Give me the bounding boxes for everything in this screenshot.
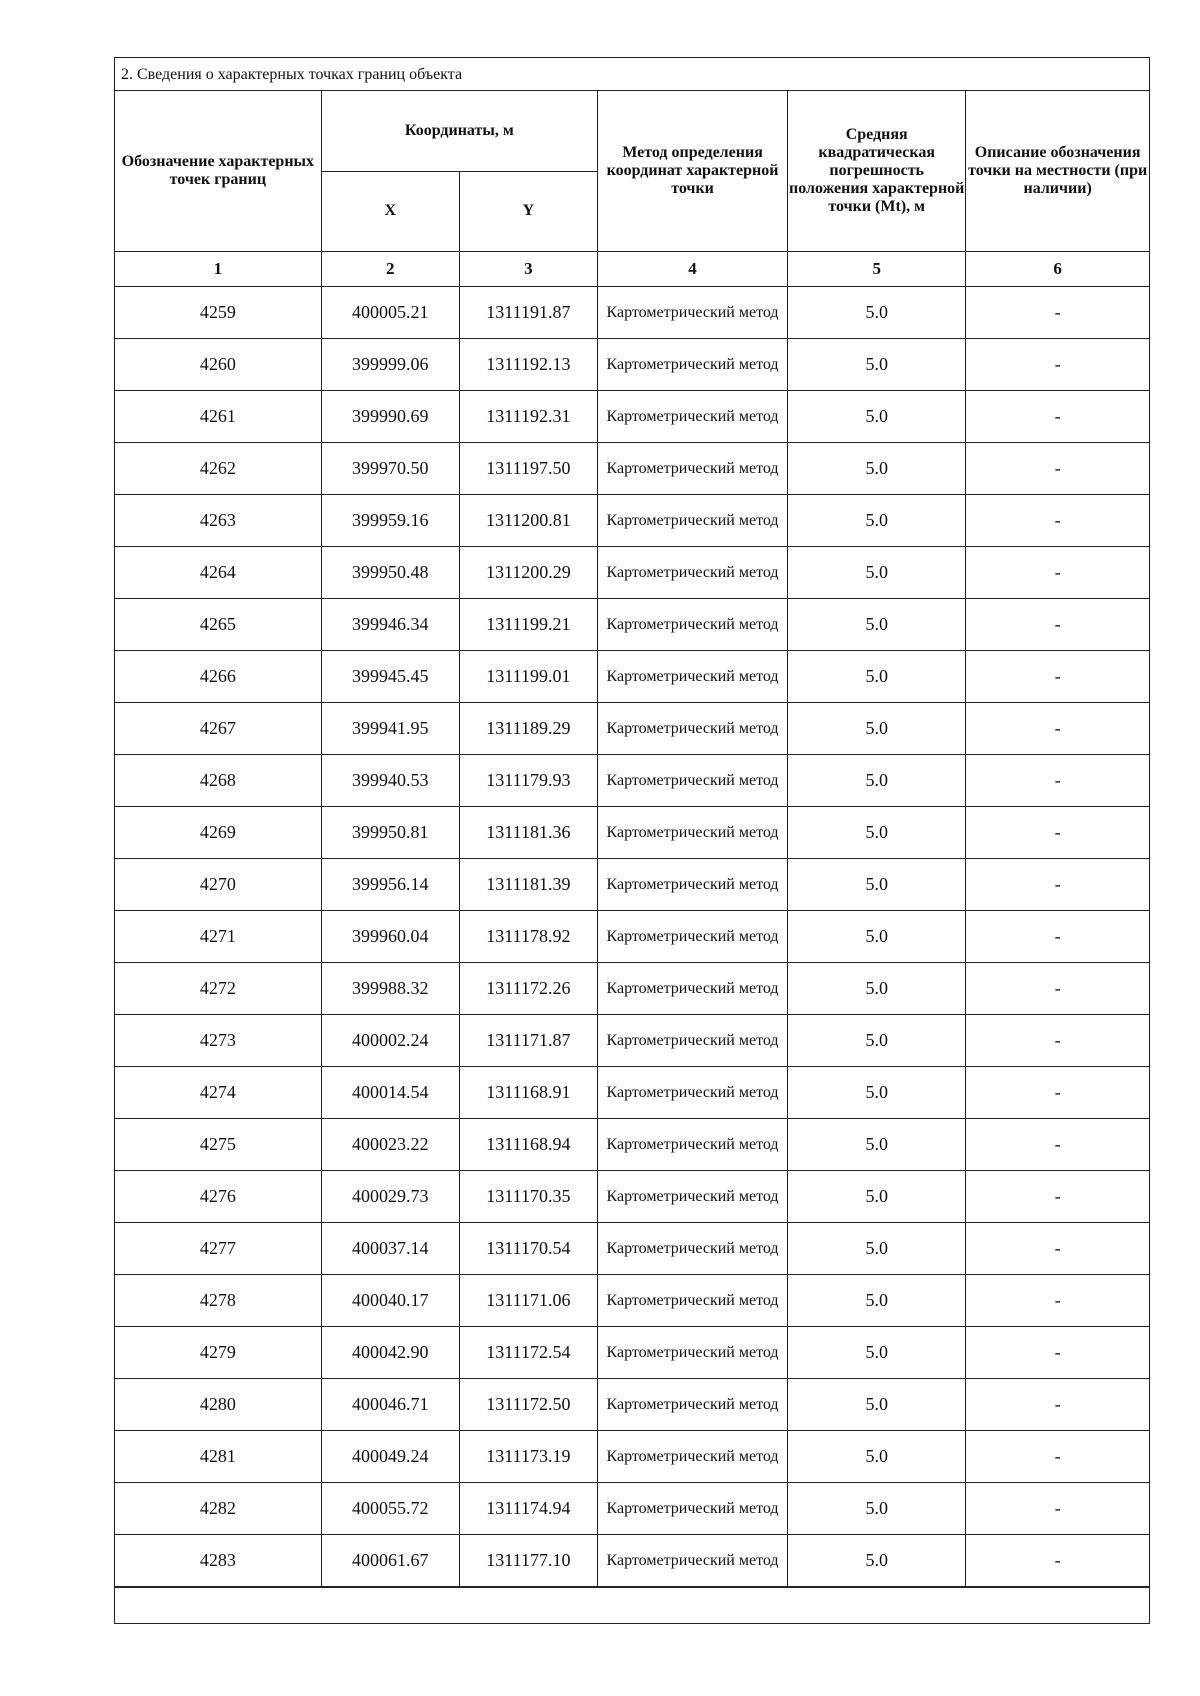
- cell-x-coordinate: 400046.71: [321, 1378, 459, 1430]
- cell-method: Картометрический метод: [597, 1222, 787, 1274]
- table-row: [115, 494, 1149, 546]
- cell-method: Картометрический метод: [597, 1170, 787, 1222]
- cell-y-coordinate: 1311192.31: [459, 390, 597, 442]
- header-coordinates: Координаты, м: [321, 91, 597, 171]
- table-row: [115, 1118, 1149, 1170]
- cell-description: -: [966, 1274, 1149, 1326]
- cell-y-coordinate: 1311179.93: [459, 754, 597, 806]
- cell-method: Картометрический метод: [597, 650, 787, 702]
- cell-y-coordinate: 1311177.10: [459, 1534, 597, 1586]
- cell-y-coordinate: 1311200.29: [459, 546, 597, 598]
- cell-description: -: [966, 494, 1149, 546]
- cell-y-coordinate: 1311170.54: [459, 1222, 597, 1274]
- section-title: 2. Сведения о характерных точках границ объекта: [115, 58, 1149, 91]
- table-row: [115, 338, 1149, 390]
- cell-point-id: 4269: [115, 806, 321, 858]
- cell-mean-square-error: 5.0: [788, 650, 966, 702]
- table-header: [115, 91, 1149, 286]
- cell-mean-square-error: 5.0: [788, 1534, 966, 1586]
- cell-mean-square-error: 5.0: [788, 806, 966, 858]
- cell-x-coordinate: 399941.95: [321, 702, 459, 754]
- table-row: [115, 390, 1149, 442]
- cell-method: Картометрический метод: [597, 962, 787, 1014]
- cell-mean-square-error: 5.0: [788, 390, 966, 442]
- cell-y-coordinate: 1311200.81: [459, 494, 597, 546]
- cell-x-coordinate: 400029.73: [321, 1170, 459, 1222]
- cell-description: -: [966, 1326, 1149, 1378]
- cell-mean-square-error: 5.0: [788, 598, 966, 650]
- cell-mean-square-error: 5.0: [788, 338, 966, 390]
- cell-point-id: 4274: [115, 1066, 321, 1118]
- cell-x-coordinate: 399956.14: [321, 858, 459, 910]
- cell-description: -: [966, 1170, 1149, 1222]
- cell-x-coordinate: 399940.53: [321, 754, 459, 806]
- cell-description: -: [966, 390, 1149, 442]
- cell-description: -: [966, 1534, 1149, 1586]
- cell-mean-square-error: 5.0: [788, 546, 966, 598]
- cell-y-coordinate: 1311172.54: [459, 1326, 597, 1378]
- cell-mean-square-error: 5.0: [788, 1066, 966, 1118]
- cell-method: Картометрический метод: [597, 1118, 787, 1170]
- cell-description: -: [966, 1014, 1149, 1066]
- cell-point-id: 4264: [115, 546, 321, 598]
- cell-point-id: 4280: [115, 1378, 321, 1430]
- boundary-points-table: [115, 91, 1149, 1587]
- cell-x-coordinate: 399946.34: [321, 598, 459, 650]
- cell-x-coordinate: 399990.69: [321, 390, 459, 442]
- table-row: [115, 1014, 1149, 1066]
- column-number: 3: [459, 251, 597, 286]
- table-row: [115, 1482, 1149, 1534]
- cell-point-id: 4268: [115, 754, 321, 806]
- cell-x-coordinate: 399988.32: [321, 962, 459, 1014]
- column-number: 4: [597, 251, 787, 286]
- cell-method: Картометрический метод: [597, 754, 787, 806]
- cell-mean-square-error: 5.0: [788, 754, 966, 806]
- cell-mean-square-error: 5.0: [788, 1482, 966, 1534]
- cell-y-coordinate: 1311168.91: [459, 1066, 597, 1118]
- cell-method: Картометрический метод: [597, 442, 787, 494]
- cell-y-coordinate: 1311174.94: [459, 1482, 597, 1534]
- cell-description: -: [966, 754, 1149, 806]
- cell-point-id: 4270: [115, 858, 321, 910]
- cell-x-coordinate: 400002.24: [321, 1014, 459, 1066]
- column-number: 5: [788, 251, 966, 286]
- cell-y-coordinate: 1311172.50: [459, 1378, 597, 1430]
- cell-method: Картометрический метод: [597, 390, 787, 442]
- cell-method: Картометрический метод: [597, 858, 787, 910]
- cell-point-id: 4277: [115, 1222, 321, 1274]
- cell-description: -: [966, 702, 1149, 754]
- cell-point-id: 4267: [115, 702, 321, 754]
- cell-mean-square-error: 5.0: [788, 1014, 966, 1066]
- cell-mean-square-error: 5.0: [788, 858, 966, 910]
- cell-point-id: 4279: [115, 1326, 321, 1378]
- cell-description: -: [966, 1222, 1149, 1274]
- cell-x-coordinate: 400061.67: [321, 1534, 459, 1586]
- cell-point-id: 4276: [115, 1170, 321, 1222]
- cell-method: Картометрический метод: [597, 1326, 787, 1378]
- cell-description: -: [966, 286, 1149, 338]
- cell-mean-square-error: 5.0: [788, 1274, 966, 1326]
- column-number: 6: [966, 251, 1149, 286]
- cell-description: -: [966, 546, 1149, 598]
- header-method: Метод определения координат характерной точки: [597, 91, 787, 251]
- cell-description: -: [966, 598, 1149, 650]
- cell-mean-square-error: 5.0: [788, 1222, 966, 1274]
- cell-method: Картометрический метод: [597, 806, 787, 858]
- cell-method: Картометрический метод: [597, 1014, 787, 1066]
- header-point-description: Описание обозначения точки на местности (при наличии): [966, 91, 1149, 251]
- cell-method: Картометрический метод: [597, 910, 787, 962]
- table-row: [115, 806, 1149, 858]
- table-body: [115, 286, 1149, 1586]
- cell-x-coordinate: 400042.90: [321, 1326, 459, 1378]
- cell-x-coordinate: 399945.45: [321, 650, 459, 702]
- cell-y-coordinate: 1311197.50: [459, 442, 597, 494]
- cell-point-id: 4281: [115, 1430, 321, 1482]
- cell-mean-square-error: 5.0: [788, 494, 966, 546]
- boundary-points-sheet: [114, 57, 1150, 1624]
- cell-y-coordinate: 1311171.06: [459, 1274, 597, 1326]
- cell-mean-square-error: 5.0: [788, 962, 966, 1014]
- table-footer-blank: [115, 1587, 1149, 1623]
- cell-point-id: 4261: [115, 390, 321, 442]
- cell-y-coordinate: 1311171.87: [459, 1014, 597, 1066]
- cell-y-coordinate: 1311168.94: [459, 1118, 597, 1170]
- cell-method: Картометрический метод: [597, 1274, 787, 1326]
- column-number: 2: [321, 251, 459, 286]
- cell-point-id: 4275: [115, 1118, 321, 1170]
- table-row: [115, 1066, 1149, 1118]
- header-mean-square-error: Средняя квадратическая погрешность положения характерной точки (Mt), м: [788, 91, 966, 251]
- cell-method: Картометрический метод: [597, 494, 787, 546]
- table-row: [115, 1274, 1149, 1326]
- table-row: [115, 442, 1149, 494]
- cell-mean-square-error: 5.0: [788, 1170, 966, 1222]
- cell-method: Картометрический метод: [597, 702, 787, 754]
- cell-description: -: [966, 910, 1149, 962]
- header-y: Y: [459, 171, 597, 251]
- cell-mean-square-error: 5.0: [788, 1378, 966, 1430]
- cell-point-id: 4271: [115, 910, 321, 962]
- cell-point-id: 4282: [115, 1482, 321, 1534]
- cell-y-coordinate: 1311170.35: [459, 1170, 597, 1222]
- cell-description: -: [966, 1378, 1149, 1430]
- cell-x-coordinate: 400040.17: [321, 1274, 459, 1326]
- cell-mean-square-error: 5.0: [788, 702, 966, 754]
- cell-description: -: [966, 338, 1149, 390]
- cell-point-id: 4259: [115, 286, 321, 338]
- table-row: [115, 1170, 1149, 1222]
- cell-description: -: [966, 1482, 1149, 1534]
- cell-x-coordinate: 399950.48: [321, 546, 459, 598]
- cell-point-id: 4262: [115, 442, 321, 494]
- cell-point-id: 4273: [115, 1014, 321, 1066]
- cell-point-id: 4278: [115, 1274, 321, 1326]
- cell-description: -: [966, 1066, 1149, 1118]
- cell-x-coordinate: 400023.22: [321, 1118, 459, 1170]
- cell-point-id: 4272: [115, 962, 321, 1014]
- header-x: X: [321, 171, 459, 251]
- table-row: [115, 650, 1149, 702]
- cell-point-id: 4265: [115, 598, 321, 650]
- cell-y-coordinate: 1311192.13: [459, 338, 597, 390]
- cell-x-coordinate: 399999.06: [321, 338, 459, 390]
- cell-point-id: 4260: [115, 338, 321, 390]
- cell-x-coordinate: 399970.50: [321, 442, 459, 494]
- cell-description: -: [966, 650, 1149, 702]
- table-row: [115, 858, 1149, 910]
- table-row: [115, 286, 1149, 338]
- cell-x-coordinate: 400055.72: [321, 1482, 459, 1534]
- header-point-designation: Обозначение характерных точек границ: [115, 91, 321, 251]
- table-row: [115, 1326, 1149, 1378]
- table-row: [115, 1222, 1149, 1274]
- cell-y-coordinate: 1311181.36: [459, 806, 597, 858]
- cell-x-coordinate: 399950.81: [321, 806, 459, 858]
- cell-y-coordinate: 1311172.26: [459, 962, 597, 1014]
- cell-x-coordinate: 400014.54: [321, 1066, 459, 1118]
- cell-x-coordinate: 400005.21: [321, 286, 459, 338]
- cell-description: -: [966, 962, 1149, 1014]
- column-number-row: [115, 251, 1149, 286]
- cell-method: Картометрический метод: [597, 1534, 787, 1586]
- cell-description: -: [966, 1118, 1149, 1170]
- cell-y-coordinate: 1311189.29: [459, 702, 597, 754]
- cell-description: -: [966, 1430, 1149, 1482]
- cell-x-coordinate: 399959.16: [321, 494, 459, 546]
- table-row: [115, 1430, 1149, 1482]
- cell-y-coordinate: 1311173.19: [459, 1430, 597, 1482]
- cell-method: Картометрический метод: [597, 1430, 787, 1482]
- cell-method: Картометрический метод: [597, 286, 787, 338]
- cell-x-coordinate: 400049.24: [321, 1430, 459, 1482]
- cell-point-id: 4263: [115, 494, 321, 546]
- cell-mean-square-error: 5.0: [788, 442, 966, 494]
- cell-mean-square-error: 5.0: [788, 910, 966, 962]
- cell-mean-square-error: 5.0: [788, 1326, 966, 1378]
- cell-y-coordinate: 1311191.87: [459, 286, 597, 338]
- cell-point-id: 4266: [115, 650, 321, 702]
- table-row: [115, 1534, 1149, 1586]
- table-row: [115, 1378, 1149, 1430]
- cell-x-coordinate: 400037.14: [321, 1222, 459, 1274]
- cell-mean-square-error: 5.0: [788, 1430, 966, 1482]
- cell-description: -: [966, 442, 1149, 494]
- cell-point-id: 4283: [115, 1534, 321, 1586]
- cell-description: -: [966, 806, 1149, 858]
- cell-x-coordinate: 399960.04: [321, 910, 459, 962]
- table-row: [115, 962, 1149, 1014]
- cell-y-coordinate: 1311199.21: [459, 598, 597, 650]
- cell-description: -: [966, 858, 1149, 910]
- cell-y-coordinate: 1311199.01: [459, 650, 597, 702]
- cell-method: Картометрический метод: [597, 546, 787, 598]
- cell-y-coordinate: 1311178.92: [459, 910, 597, 962]
- cell-mean-square-error: 5.0: [788, 1118, 966, 1170]
- cell-method: Картометрический метод: [597, 1066, 787, 1118]
- cell-method: Картометрический метод: [597, 598, 787, 650]
- table-row: [115, 754, 1149, 806]
- table-row: [115, 702, 1149, 754]
- cell-method: Картометрический метод: [597, 338, 787, 390]
- cell-method: Картометрический метод: [597, 1378, 787, 1430]
- table-row: [115, 910, 1149, 962]
- cell-mean-square-error: 5.0: [788, 286, 966, 338]
- cell-y-coordinate: 1311181.39: [459, 858, 597, 910]
- table-row: [115, 546, 1149, 598]
- column-number: 1: [115, 251, 321, 286]
- cell-method: Картометрический метод: [597, 1482, 787, 1534]
- table-row: [115, 598, 1149, 650]
